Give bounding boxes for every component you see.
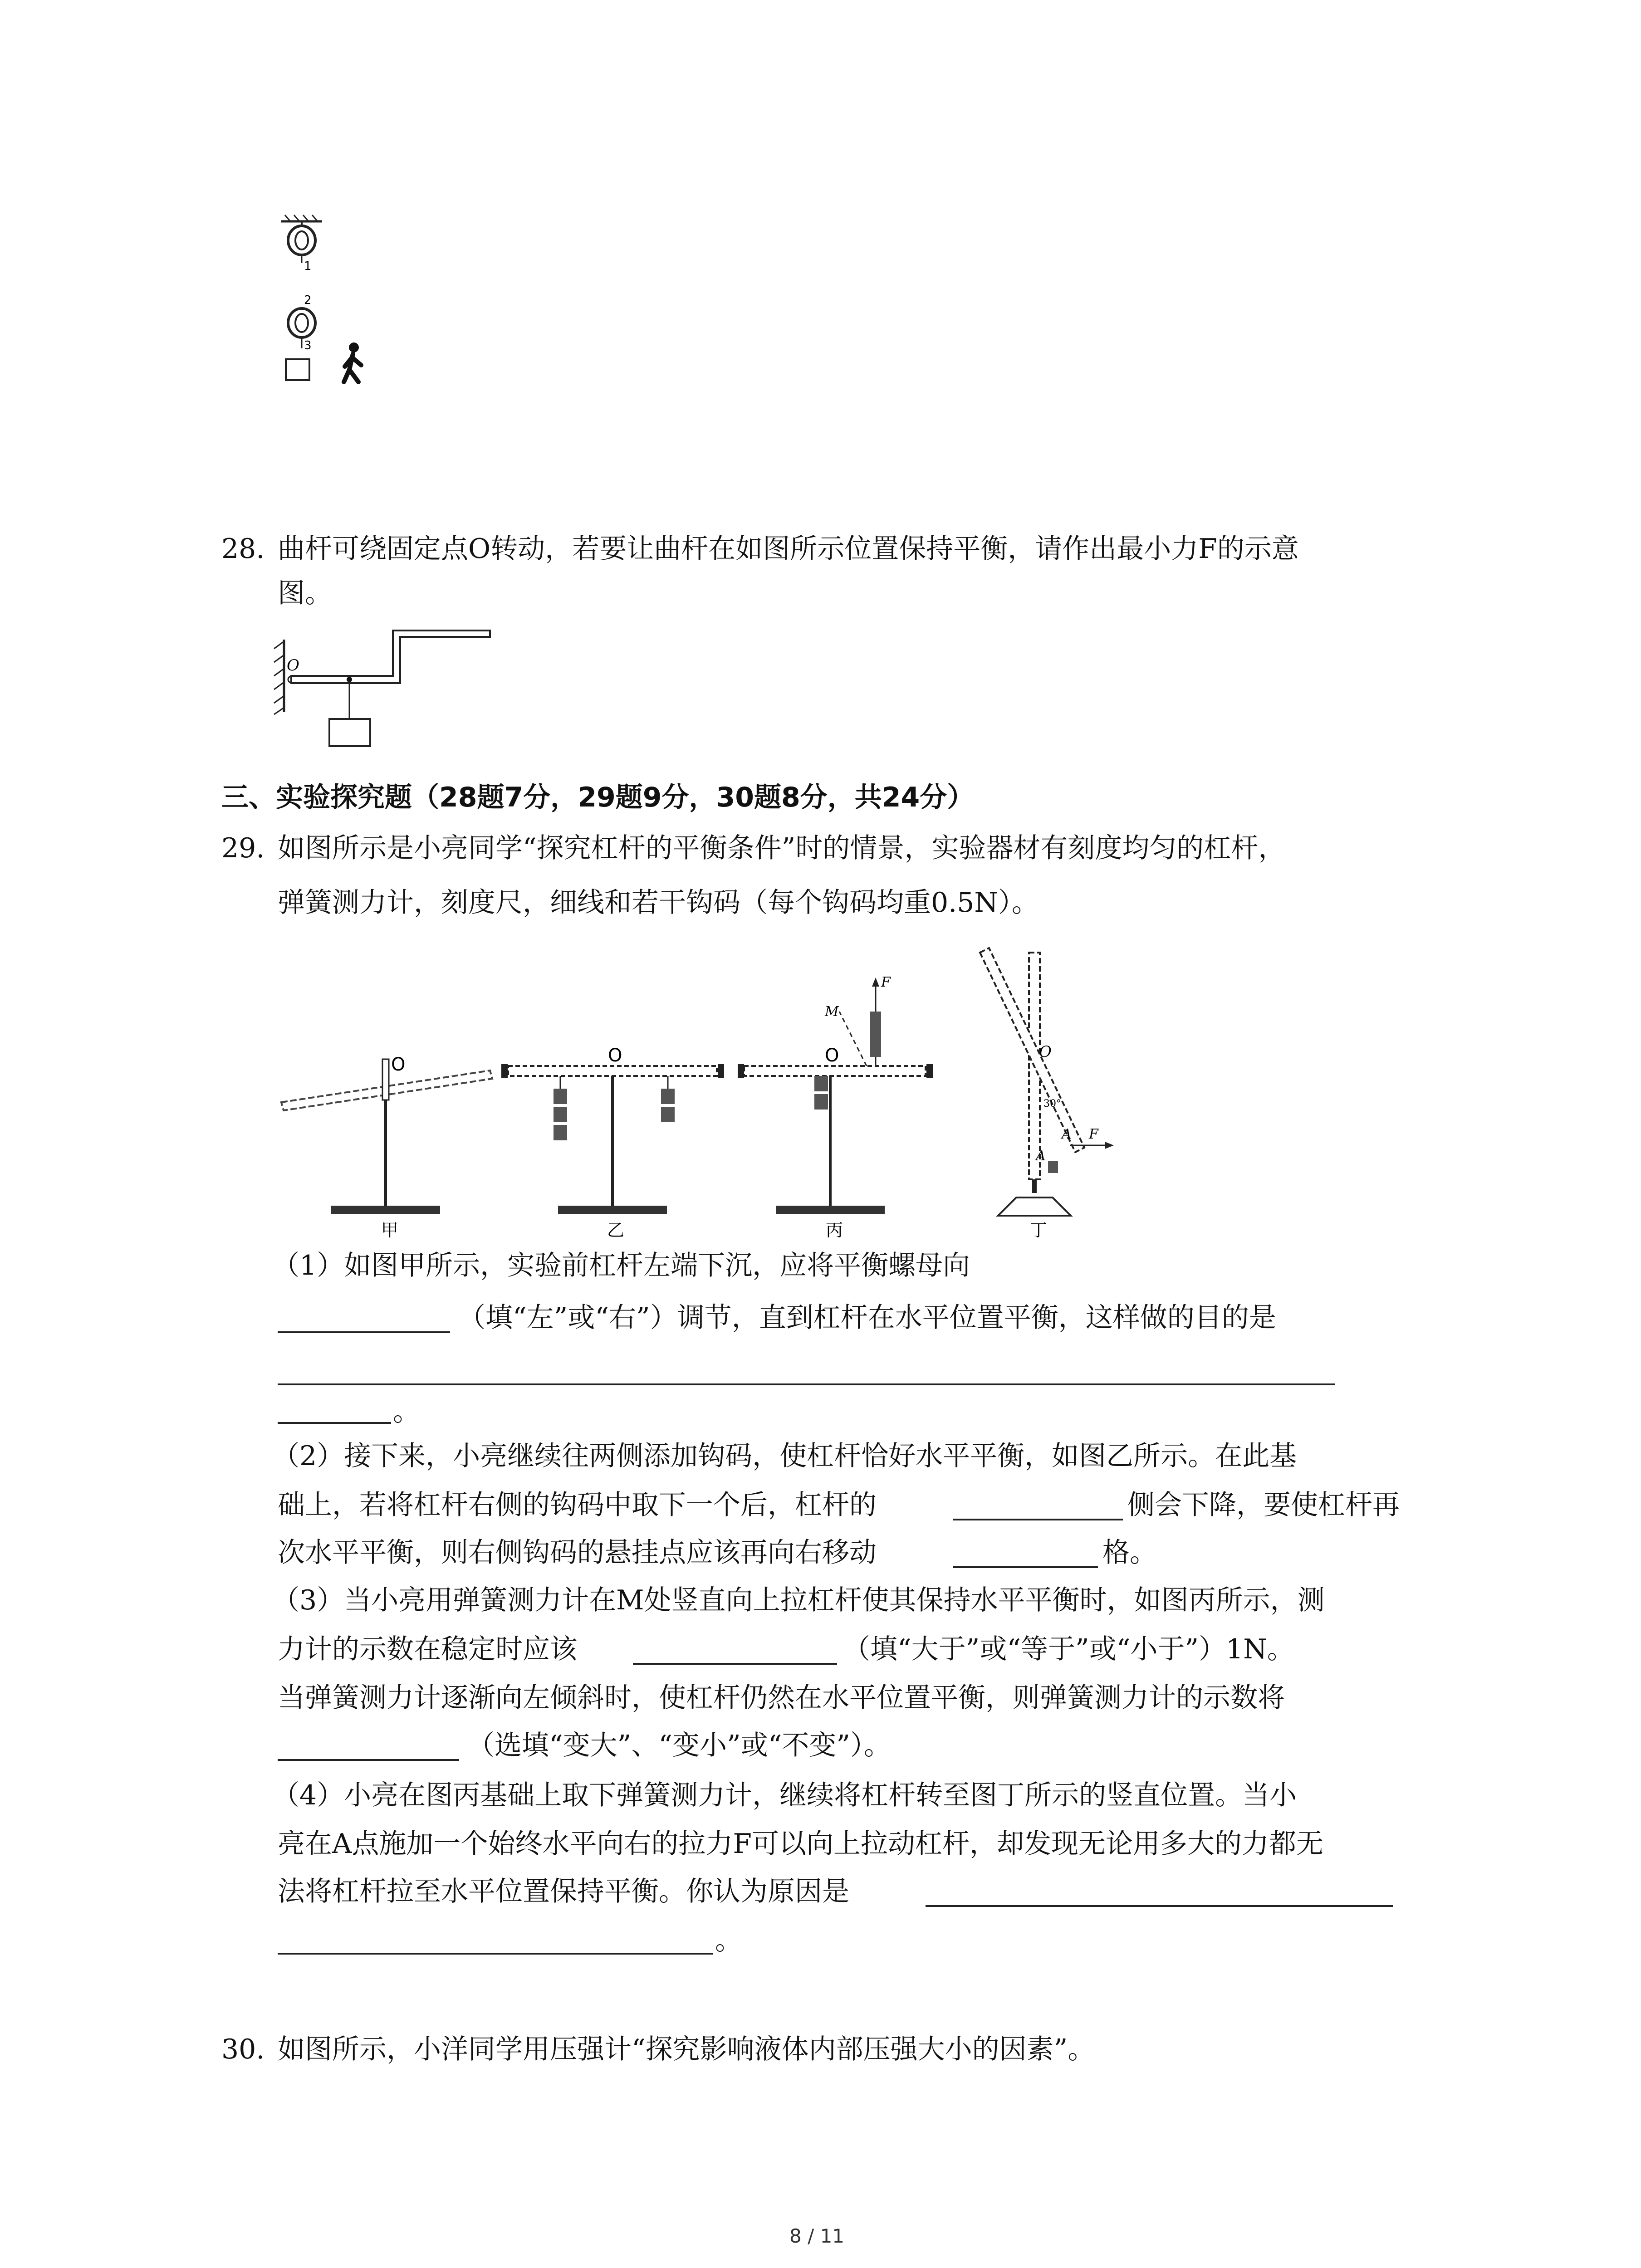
q30-number: 30. <box>221 2033 265 2065</box>
page-number: 8 / 11 <box>789 2225 845 2247</box>
q29-p3-line4: （选填“变大”、“变小”或“不变”）。 <box>467 1730 892 1761</box>
answer-blank-5[interactable] <box>633 1663 837 1665</box>
q29-p3-line2b: （填“大于”或“等于”或“小于”）1N。 <box>843 1633 1294 1665</box>
section-heading: 三、实验探究题（28题7分，29题9分，30题8分，共24分） <box>221 782 975 813</box>
figure-ding <box>980 948 1114 1240</box>
q29-p3-line2a: 力计的示数在稳定时应该 <box>278 1633 577 1665</box>
q28-number: 28. <box>221 533 265 565</box>
q28-crank-figure <box>268 621 504 758</box>
caption-ding: 丁 <box>1030 1220 1048 1240</box>
ding-label-a1: A <box>1062 1126 1072 1142</box>
answer-blank-4[interactable] <box>953 1566 1098 1568</box>
q29-intro-line1: 如图所示是小亮同学“探究杠杆的平衡条件”时的情景，实验器材有刻度均匀的杠杆， <box>278 832 1286 864</box>
q29-p3-line3: 当弹簧测力计逐渐向左倾斜时，使杠杆仍然在水平位置平衡，则弹簧测力计的示数将 <box>278 1682 1285 1714</box>
answer-blank-2[interactable] <box>278 1383 1335 1385</box>
q29-p1-end: 。 <box>393 1396 420 1427</box>
answer-blank-2b[interactable] <box>278 1422 391 1424</box>
ding-label-o: O <box>1039 1043 1052 1061</box>
bing-label-m: M <box>825 1004 839 1020</box>
caption-bing: 丙 <box>826 1220 843 1240</box>
q29-p2-line3b: 格。 <box>1102 1537 1157 1569</box>
pulley-label-2: 2 <box>304 293 312 307</box>
caption-jia: 甲 <box>381 1220 399 1240</box>
pulley-label-3: 3 <box>304 339 312 352</box>
q28-label-o: O <box>287 656 299 675</box>
figure-yi <box>501 1045 724 1240</box>
q29-p1-line1: （1）如图甲所示，实验前杠杆左端下沉，应将平衡螺母向 <box>272 1250 970 1281</box>
figure-jia <box>281 1054 492 1240</box>
q29-p3-line1: （3）当小亮用弹簧测力计在M处竖直向上拉杠杆使其保持水平平衡时，如图丙所示，测 <box>272 1584 1325 1616</box>
pulley-figure <box>272 213 386 404</box>
q29-p2-line2b: 侧会下降，要使杠杆再 <box>1127 1489 1400 1521</box>
answer-blank-7b[interactable] <box>278 1953 713 1955</box>
q30-text: 如图所示，小洋同学用压强计“探究影响液体内部压强大小的因素”。 <box>278 2033 1095 2065</box>
q29-p4-line2: 亮在A点施加一个始终水平向右的拉力F可以向上拉动杠杆，却发现无论用多大的力都无 <box>278 1828 1323 1860</box>
answer-blank-1[interactable] <box>278 1331 450 1333</box>
figure-bing <box>738 974 933 1240</box>
ding-label-angle: 30° <box>1043 1098 1061 1110</box>
bing-label-o: O <box>825 1045 839 1066</box>
q29-p4-line3: 法将杠杆拉至水平位置保持平衡。你认为原因是 <box>278 1876 849 1907</box>
lever-figures <box>272 934 1180 1261</box>
ding-label-f: F <box>1089 1126 1098 1142</box>
q29-p1-line2: （填“左”或“右”）调节，直到杠杆在水平位置平衡，这样做的目的是 <box>458 1302 1276 1334</box>
caption-yi: 乙 <box>607 1220 625 1240</box>
q29-p4-line1: （4）小亮在图丙基础上取下弹簧测力计，继续将杠杆转至图丁所示的竖直位置。当小 <box>272 1779 1297 1811</box>
q29-p2-line3a: 次水平平衡，则右侧钩码的悬挂点应该再向右移动 <box>278 1537 877 1569</box>
ding-label-a2: A <box>1036 1148 1046 1164</box>
q29-intro-line2: 弹簧测力计，刻度尺，细线和若干钩码（每个钩码均重0.5N）。 <box>278 887 1039 919</box>
bing-label-f: F <box>881 974 891 990</box>
jia-label-o: O <box>391 1054 406 1075</box>
q28-text-line2: 图。 <box>278 577 332 609</box>
yi-label-o: O <box>608 1045 622 1066</box>
q29-number: 29. <box>221 832 265 864</box>
answer-blank-7[interactable] <box>926 1905 1393 1907</box>
q29-p4-end: 。 <box>715 1925 742 1956</box>
answer-blank-3[interactable] <box>953 1519 1123 1520</box>
pulley-label-1: 1 <box>304 259 312 273</box>
q28-text-line1: 曲杆可绕固定点O转动，若要让曲杆在如图所示位置保持平衡，请作出最小力F的示意 <box>278 533 1299 565</box>
q29-p2-line2a: 础上，若将杠杆右侧的钩码中取下一个后，杠杆的 <box>278 1489 877 1521</box>
q29-p2-line1: （2）接下来，小亮继续往两侧添加钩码，使杠杆恰好水平平衡，如图乙所示。在此基 <box>272 1440 1297 1472</box>
answer-blank-6[interactable] <box>278 1759 459 1761</box>
